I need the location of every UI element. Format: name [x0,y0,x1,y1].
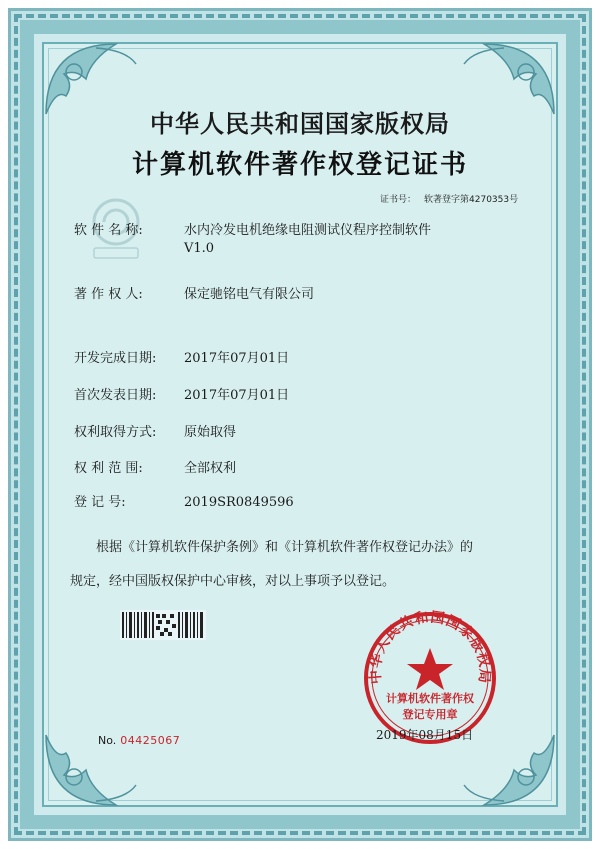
statement-line-1: 根据《计算机软件保护条例》和《计算机软件著作权登记办法》的 [96,540,474,555]
barcode-icon [120,610,206,640]
field-software-name [74,222,431,258]
field-acquisition-method [74,424,236,442]
field-value: 2019SR0849596 [184,495,294,510]
certificate-number-value: 软著登字第4270353号 [424,195,519,205]
svg-text:中华人民共和国国家版权局: 中华人民共和国国家版权局 [367,609,493,685]
seal-text-line-2: 登记专用章 [402,708,458,721]
field-label: 软 件 名 称: [74,223,143,238]
field-label: 首次发表日期: [74,388,157,403]
field-label: 登 记 号: [74,495,126,510]
serial-number [98,734,180,747]
field-value: 2017年07月01日 [184,388,290,403]
field-publish-date [74,387,289,405]
seal-text-line-1: 计算机软件著作权 [386,692,474,705]
field-completion-date [74,350,289,368]
field-value-line2: V1.0 [184,241,215,256]
field-label: 权利取得方式: [74,425,157,440]
serial-value: 04425067 [120,734,181,747]
field-label: 权 利 范 围: [74,461,143,476]
field-value: 水内冷发电机绝缘电阻测试仪程序控制软件 [184,223,432,238]
field-value: 全部权利 [184,461,237,476]
field-value: 保定驰铭电气有限公司 [184,287,315,302]
certificate-number [380,192,518,205]
field-label: 开发完成日期: [74,351,157,366]
serial-label: No. [98,734,117,747]
certificate-number-label: 证书号： [380,195,417,205]
certificate-title: 计算机软件著作权登记证书 [131,150,468,180]
field-rights-scope [74,460,236,478]
field-label: 著 作 权 人: [74,287,143,302]
statement-line-2: 规定，经中国版权保护中心审核，对以上事项予以登记。 [70,574,396,589]
issuing-agency-title: 中华人民共和国国家版权局 [150,109,450,138]
field-value: 原始取得 [184,425,237,440]
field-registration-number [74,494,294,512]
field-value: 2017年07月01日 [184,351,290,366]
field-copyright-owner [74,286,314,304]
issue-date: 2019年08月15日 [376,728,474,742]
